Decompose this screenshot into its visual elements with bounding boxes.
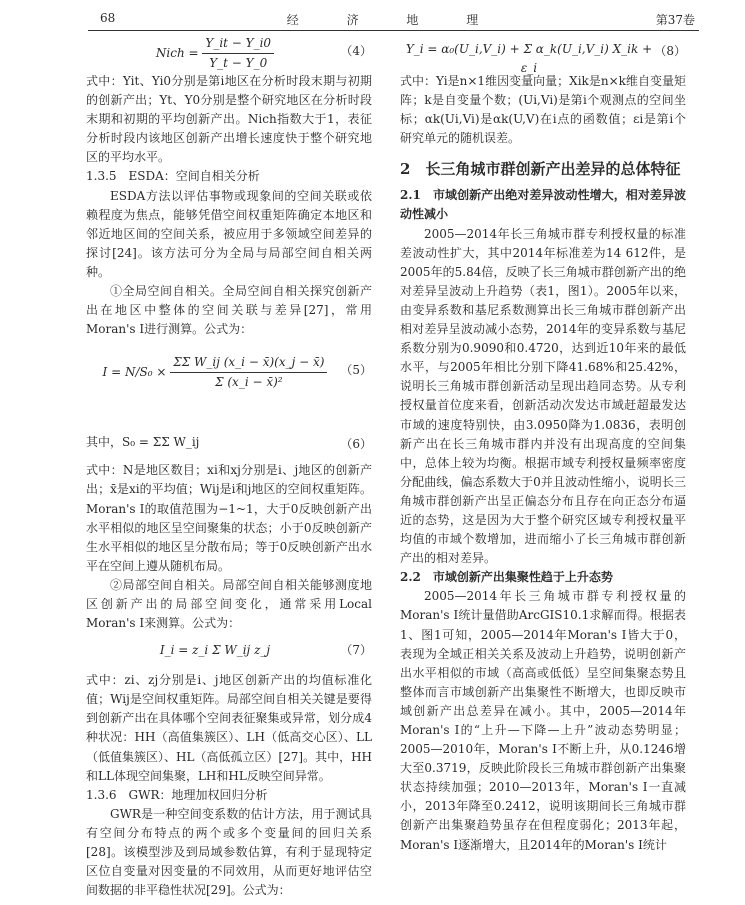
eq4-fraction [202,34,274,73]
section-2-1-paragraph: 2005—2014年长三角城市群专利授权量的标准差波动性扩大，其中2014年标准差为14 612件，是2005年的5.84倍，反映了长三角城市群创新产出的绝对差异呈波动上升趋势（表1，图1）。2005年以来，由变异系数和基尼系数测算出长三角城市群创新产出相对差异呈波动减小态势，2014年的变异系数与基尼系数分别为0.9090和0.4720，达到近10年来的最低水平，与2005年相比分别下降41.68%和25.42%，说明长三角城市群创新活动呈现出趋同态势。从专利授权量首位度来看，创新活动次发达市域赶超最发达市域的速度特别快，由3.0950降为1.0836，表明创新产出在长三角城市群内并没有出现高度的空间集中，总体上较为均衡。根据市域专利授权量频率密度分配曲线，偏态系数大于0并且波动性缩小，说明长三角城市群创新产出呈正偏态分布且存在向正态分布逼近的态势，这是因为大于整个研究区域专利授权量平均值的市域个数增加，进而缩小了长三角城市群创新产出的相对差异。 [400,226,686,566]
section-2-1-heading: 2.1 市域创新产出绝对差异波动性增大，相对差异波动性减小 [400,188,686,222]
section-1-3-6-heading: 1.3.6 GWR：地理加权回归分析 [86,787,268,802]
eq5-lhs: I = N/S₀ × [102,365,167,380]
eq7-text: I_i = z_i Σ W_ij z_j [159,643,271,658]
section-2-heading: 2 长三角城市群创新产出差异的总体特征 [400,160,681,179]
eq4-lhs: Nich = [155,46,199,61]
section-2-2-heading: 2.2 市域创新产出集聚性趋于上升态势 [400,570,613,585]
eq4-number: （4） [340,44,372,58]
eq5-fraction [170,353,327,392]
page-header [88,8,699,31]
journal-title: 经 济 地 理 [286,13,501,27]
eq7-note: 式中：zi、zj分别是i、j地区创新产出的均值标准化值；Wij是空间权重矩阵。局部空间自相关关键是要得到创新产出在具体哪个空间表征聚集或异常，划分成4种状况：HH（高值集簇区）、LH（低高交心区）、LL（低值集簇区）、HL（高低孤立区）[27]。其中，HH和LL体现空间集聚，LH和HL反映空间异常。 [86,673,372,783]
eq8-text: Y_i = α₀(U_i,V_i) + Σ α_k(U_i,V_i) X_ik + ε_i [405,42,653,76]
equation-8 [400,34,686,76]
section-2-2-paragraph: 2005—2014年长三角城市群专利授权量的Moran's I统计量借助ArcGIS10.1求解而得。根据表1、图1可知，2005—2014年Moran's I皆大于0，表现为全域正相关关系及波动上升趋势，说明创新产出水平相似的市域（高高或低低）呈空间集聚态势且整体而言市域创新产出集聚性不断增大，也即反映市域创新产出总差异在减小。其中，2005—2014年Moran's I的“上升—下降—上升”波动态势明显；2005—2010年，Moran's I不断上升，从0.1246增大至0.3719，反映此阶段长三角城市群创新产出集聚状态持续加强；2010—2013年，Moran's I一直减小，2013年降至0.2412，说明该期间长三角城市群创新产出集聚趋势虽存在但程度弱化；2013年起，Moran's I逐渐增大，且2014年的Moran's I统计 [400,589,686,852]
eq5-denominator: Σ (x_i − x̄)² [215,375,283,390]
eq5-numerator: ΣΣ W_ij (x_i − x̄)(x_j − x̄) [170,353,327,373]
left-column [86,34,372,900]
eq4-numerator: Y_it − Y_i0 [202,34,274,54]
global-autocorrelation-paragraph: ①全局空间自相关。全局空间自相关探究创新产出在地区中整体的空间关联与差异[27]，常用Moran's I进行测算。公式为： [86,284,372,337]
section-1-3-5-heading: 1.3.5 ESDA：空间自相关分析 [86,169,260,184]
eq4-note: 式中：Yit、Yi0分别是第i地区在分析时段末期与初期的创新产出；Yt、Y0分别是整个研究地区在分析时段末期和初期的平均创新产出。Nich指数大于1，表征分析时段内该地区创新产出增长速度快于整个研究地区的平均水平。 [86,74,372,165]
page-number: 68 [100,11,116,25]
equation-5 [86,339,372,427]
equation-4 [86,34,372,72]
local-autocorrelation-paragraph: ②局部空间自相关。局部空间自相关能够测度地区创新产出的局部空间变化，通常采用Local Moran's I来测算。公式为： [86,577,372,631]
eq8-number: （8） [654,44,686,58]
eq6-number: （6） [340,437,372,452]
eq8-note: 式中：Yi是n×1维因变量向量；Xik是n×k维自变量矩阵；k是自变量个数；(Ui,Vi)是第i个观测点的空间坐标；αk(Ui,Vi)是αk(U,V)在i点的函数值；εi是第i个研究单元的随机误差。 [400,74,686,146]
esda-paragraph: ESDA方法以评估事物或现象间的空间关联或依赖程度为焦点，能够凭借空间权重矩阵确定本地区和邻近地区间的空间关系，被应用于多领域空间差异的探讨[24]。该方法可分为全局与局部空间自相关两种。 [86,188,372,279]
right-column [400,34,686,855]
eq7-number: （7） [340,643,372,658]
eq5-number: （5） [340,363,372,378]
eq4-denominator: Y_t − Y_0 [209,56,268,71]
gwr-paragraph: GWR是一种空间变系数的估计方法，用于测试具有空间分布特点的两个或多个变量间的回归关系[28]。该模型涉及到局域参数估算，有利于显现特定区位自变量对因变量的不同效用，从而更好地评估空间数据的非平稳性状况[29]。公式为： [86,806,372,898]
eq5-6-note: 式中：N是地区数目；xi和xj分别是i、j地区的创新产出；x̄是xi的平均值；Wij是i和j地区的空间权重矩阵。Moran's I的取值范围为−1~1，大于0反映创新产出水平相似的地区呈空间聚集的状态；小于0反映创新产生水平相似的地区呈分散布局；等于0反映创新产出水平在空间上遵从随机布局。 [86,463,372,573]
volume-label: 第37卷 [655,13,695,27]
equation-7 [86,633,372,671]
equation-6 [86,427,372,461]
eq6-text: 其中，S₀ = ΣΣ W_ij [86,435,200,450]
